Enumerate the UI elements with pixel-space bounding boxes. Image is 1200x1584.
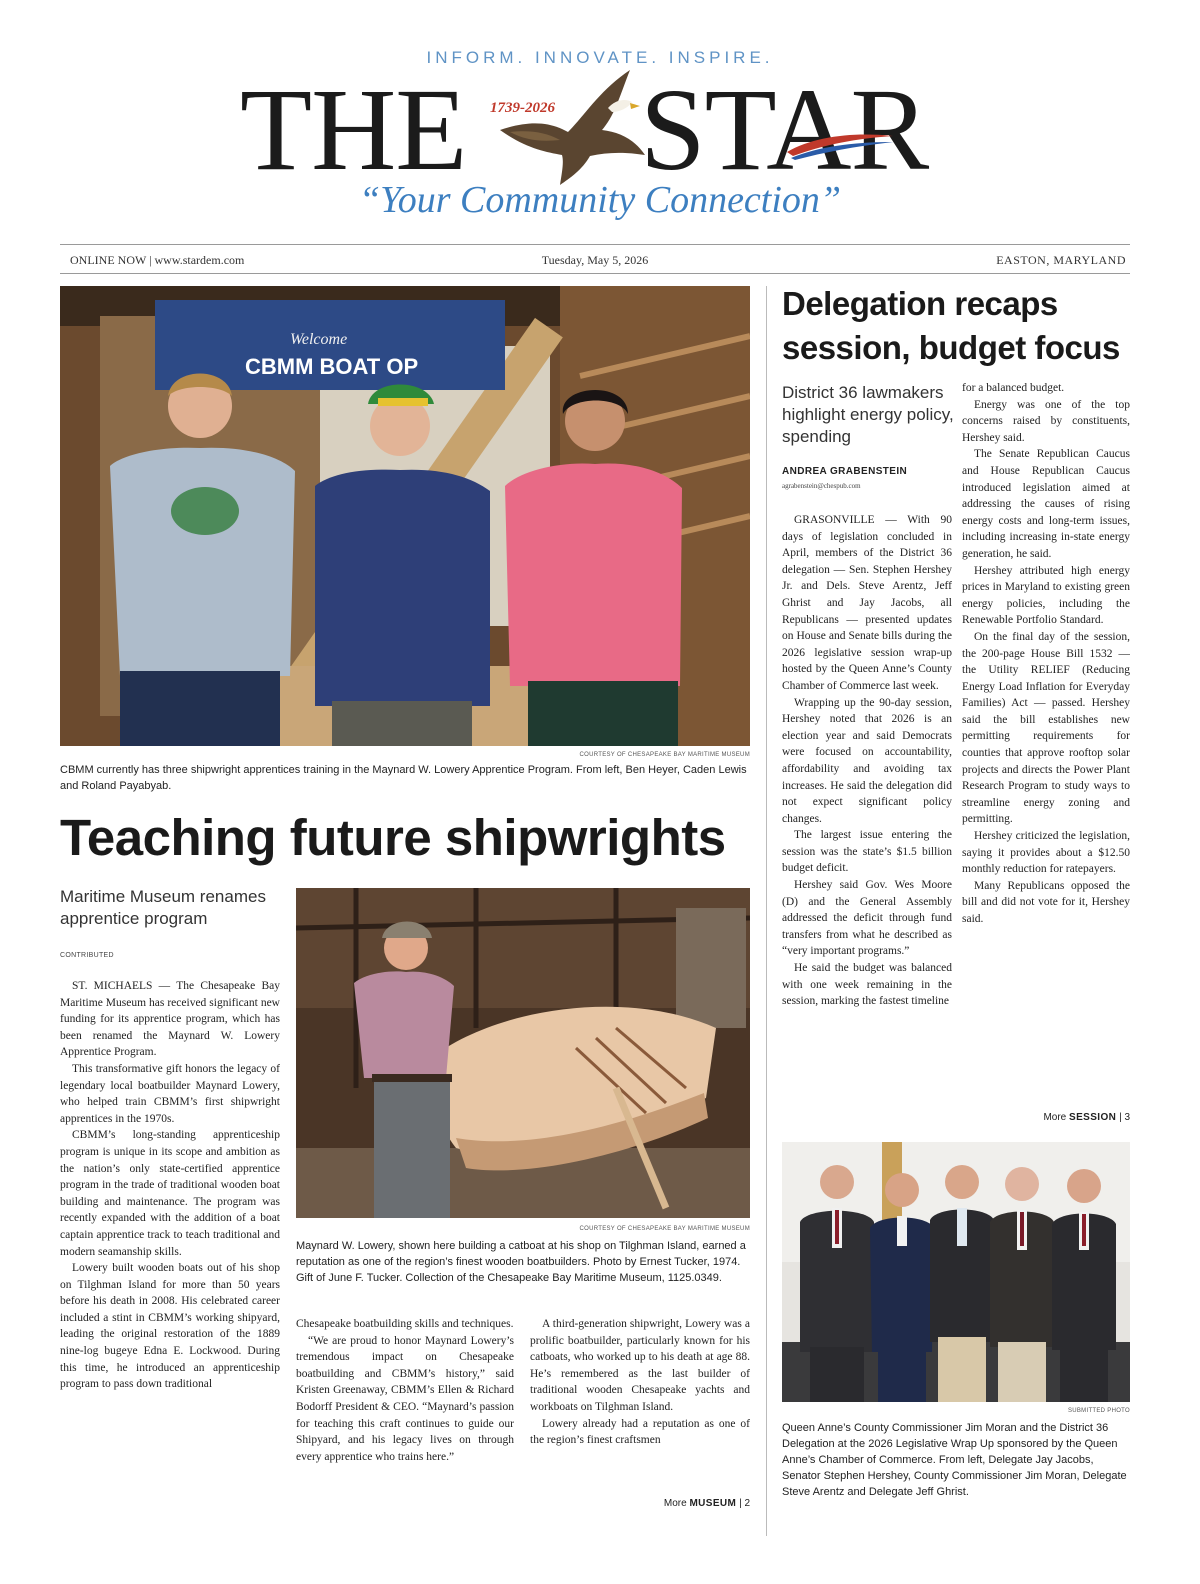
session-continued-link[interactable] xyxy=(990,1112,1130,1123)
masthead-name-right: STAR xyxy=(640,64,929,195)
banner-text: CBMM BOAT OP xyxy=(245,354,419,379)
continued-page: | 3 xyxy=(1119,1112,1130,1123)
article-paragraph: Many Republicans opposed the bill and did not vote for it, Hershey said. xyxy=(962,879,1130,925)
flag-swoosh-icon xyxy=(785,130,895,160)
lowery-photo-caption: Maynard W. Lowery, shown here building a catboat at his shop on Tilghman Island, earned a reputation as one of the region’s finest wooden boatbuilders. Photo by Ernest Tucker, 1974. Gift of June F. Tucker. Collection of the Chesapeake Bay Maritime Museum, 1125.0349. xyxy=(296,1240,746,1284)
masthead-tagline: INFORM. INNOVATE. INSPIRE. xyxy=(426,48,774,67)
top-photo-caption: CBMM currently has three shipwright apprentices training in the Maynard W. Lowery Apprentice Program. From left, Ben Heyer, Caden Lewis and Roland Payabyab. xyxy=(60,764,747,792)
article-paragraph: On the final day of the session, the 200-page House Bill 1532 — the Utility RELIEF (Reducing Energy Load Inflation for Everyday Families) Act — passed. Hershey said the bill establishes new permitting requirements for counties that approve rooftop solar projects and directs the Power Plant Research Program to study ways to streamline energy zoning and permitting. xyxy=(962,630,1130,826)
article-paragraph: This transformative gift honors the legacy of legendary local boatbuilder Maynard Lowery, who helped train CBMM’s first shipwright apprentices in the 1970s. xyxy=(60,1062,280,1125)
article-paragraph: “We are proud to honor Maynard Lowery’s tremendous impact on Chesapeake boatbuilding and CBMM’s history,” said Kristen Greenaway, CBMM’s Ellen & Richard Bodorff President & CEO. “Maynard’s passion for teaching this craft continues to guide our Shipyard, and his legacy lives on through every apprentice who trains here.” xyxy=(296,1334,514,1463)
lowery-photo-credit: COURTESY OF CHESAPEAKE BAY MARITIME MUSEUM xyxy=(579,1226,750,1232)
article-paragraph: He said the budget was balanced with one week remaining in the session, marking the fastest timeline xyxy=(782,962,952,1008)
article-paragraph: The largest issue entering the session was the state’s $1.5 billion budget deficit. xyxy=(782,829,952,875)
masthead-years: 1739-2026 xyxy=(490,100,555,116)
museum-continued-link[interactable] xyxy=(640,1498,750,1509)
article-paragraph: GRASONVILLE — With 90 days of legislation concluded in April, members of the District 36 delegation — Sen. Stephen Hershey Jr. and Dels. Steve Arentz, Jeff Ghrist and Jay Jacobs, all Republicans — presented updates on House and Senate bills during the 2026 legislative session wrap-up hosted by the Queen Anne’s County Chamber of Commerce last week. xyxy=(782,514,952,692)
masthead-slogan: “Your Community Connection” xyxy=(358,179,842,221)
delegation-column-1 xyxy=(782,512,952,1134)
article-paragraph: Wrapping up the 90-day session, Hershey noted that 2026 is an election year and said Democrats were focused on accountability, affordability and avoiding tax increases. He said the delegation did not expect significant policy changes. xyxy=(782,696,952,825)
masthead xyxy=(240,64,960,195)
museum-subhead: Maritime Museum renames apprentice program xyxy=(60,887,266,928)
article-paragraph: A third-generation shipwright, Lowery was a prolific boatbuilder, particularly known for his catboats, who worked up to his death at age 88. He’s remembered as the last builder of traditional wooden Chesapeake yachts and workboats on Tilghman Island. xyxy=(530,1318,750,1413)
continued-key: SESSION xyxy=(1069,1112,1117,1123)
article-paragraph: for a balanced budget. xyxy=(962,382,1065,394)
column-divider xyxy=(766,286,767,1536)
article-paragraph: Hershey criticized the legislation, saying it provides about a $12.50 monthly reduction for ratepayers. xyxy=(962,830,1130,876)
online-link[interactable]: ONLINE NOW | www.stardem.com xyxy=(70,253,245,267)
top-photo-credit: COURTESY OF CHESAPEAKE BAY MARITIME MUSEUM xyxy=(579,752,750,758)
museum-column-3 xyxy=(530,1316,750,1486)
article-paragraph: Lowery built wooden boats out of his shop on Tilghman Island for more than 50 years before his death in 2008. His celebrated career included a stint in CBMM’s working shipyard, leading the original restoration of the 1889 nine-log bugeye Edna E. Lockwood. During this time, he introduced an apprenticeship program to pass down traditional xyxy=(60,1262,280,1391)
museum-column-1 xyxy=(60,978,280,1524)
delegation-photo-caption: Queen Anne’s County Commissioner Jim Moran and the District 36 Delegation at the 2026 Legislative Wrap Up sponsored by the Queen Anne’s Chamber of Commerce. From left, Delegate Jay Jacobs, Senator Stephen Hershey, County Commissioner Jim Moran, Delegate Steve Arentz and Delegate Jeff Ghrist. xyxy=(782,1422,1127,1498)
apprentices-photo xyxy=(60,286,750,746)
issue-date: Tuesday, May 5, 2026 xyxy=(541,253,649,267)
masthead-name-left: THE xyxy=(240,64,467,195)
delegation-subhead: District 36 lawmakers highlight energy policy, spending xyxy=(782,383,954,446)
article-paragraph: Hershey attributed high energy prices in Maryland to existing green energy policies, including the Renewable Portfolio Standard. xyxy=(962,564,1130,627)
article-paragraph: CBMM’s long-standing apprenticeship program is unique in its scope and ambition as the nation’s only state-certified apprentice program in the trade of traditional wooden boat building and maintenance. The program was recently expanded with the addition of a boat captain apprentice track to teach traditional and modern seamanship skills. xyxy=(60,1129,280,1258)
article-paragraph: ST. MICHAELS — The Chesapeake Bay Maritime Museum has received significant new funding for its apprentice program, which has been renamed the Maynard W. Lowery Apprentice Program. xyxy=(60,980,280,1059)
article-paragraph: Hershey said Gov. Wes Moore (D) and the General Assembly addressed the deficit through fund transfers from what he described as “very important programs.” xyxy=(782,879,952,958)
delegation-photo xyxy=(782,1142,1130,1402)
delegation-headline[interactable]: Delegation recaps session, budget focus xyxy=(782,285,1120,366)
article-paragraph: Lowery already had a reputation as one of the region’s finest craftsmen xyxy=(530,1417,750,1447)
continued-page: | 2 xyxy=(739,1498,750,1509)
continued-label: More xyxy=(1043,1112,1067,1123)
delegation-byline: ANDREA GRABENSTEIN xyxy=(782,466,908,477)
museum-byline: CONTRIBUTED xyxy=(60,952,114,959)
article-paragraph: Chesapeake boatbuilding skills and techniques. xyxy=(296,1318,514,1330)
museum-headline[interactable]: Teaching future shipwrights xyxy=(60,809,726,866)
delegation-photo-credit: SUBMITTED PHOTO xyxy=(1067,1408,1130,1414)
edition-location: EASTON, MARYLAND xyxy=(996,253,1126,267)
museum-column-2 xyxy=(296,1316,514,1516)
dateline-bar xyxy=(60,244,1130,274)
lowery-photo xyxy=(296,888,750,1218)
banner-welcome-text: Welcome xyxy=(290,331,348,348)
article-paragraph: Energy was one of the top concerns raised by constituents, Hershey said. xyxy=(962,398,1130,444)
delegation-column-2 xyxy=(962,380,1130,1090)
delegation-byline-email: agrabenstein@chespub.com xyxy=(782,482,861,490)
article-paragraph: The Senate Republican Caucus and House Republican Caucus introduced legislation aimed at addressing the causes of rising energy costs and long-term issues, including increasing in-state energy generation, he said. xyxy=(962,448,1130,560)
eagle-logo-icon xyxy=(490,60,650,190)
continued-label: More xyxy=(663,1498,687,1509)
continued-key: MUSEUM xyxy=(689,1498,737,1509)
